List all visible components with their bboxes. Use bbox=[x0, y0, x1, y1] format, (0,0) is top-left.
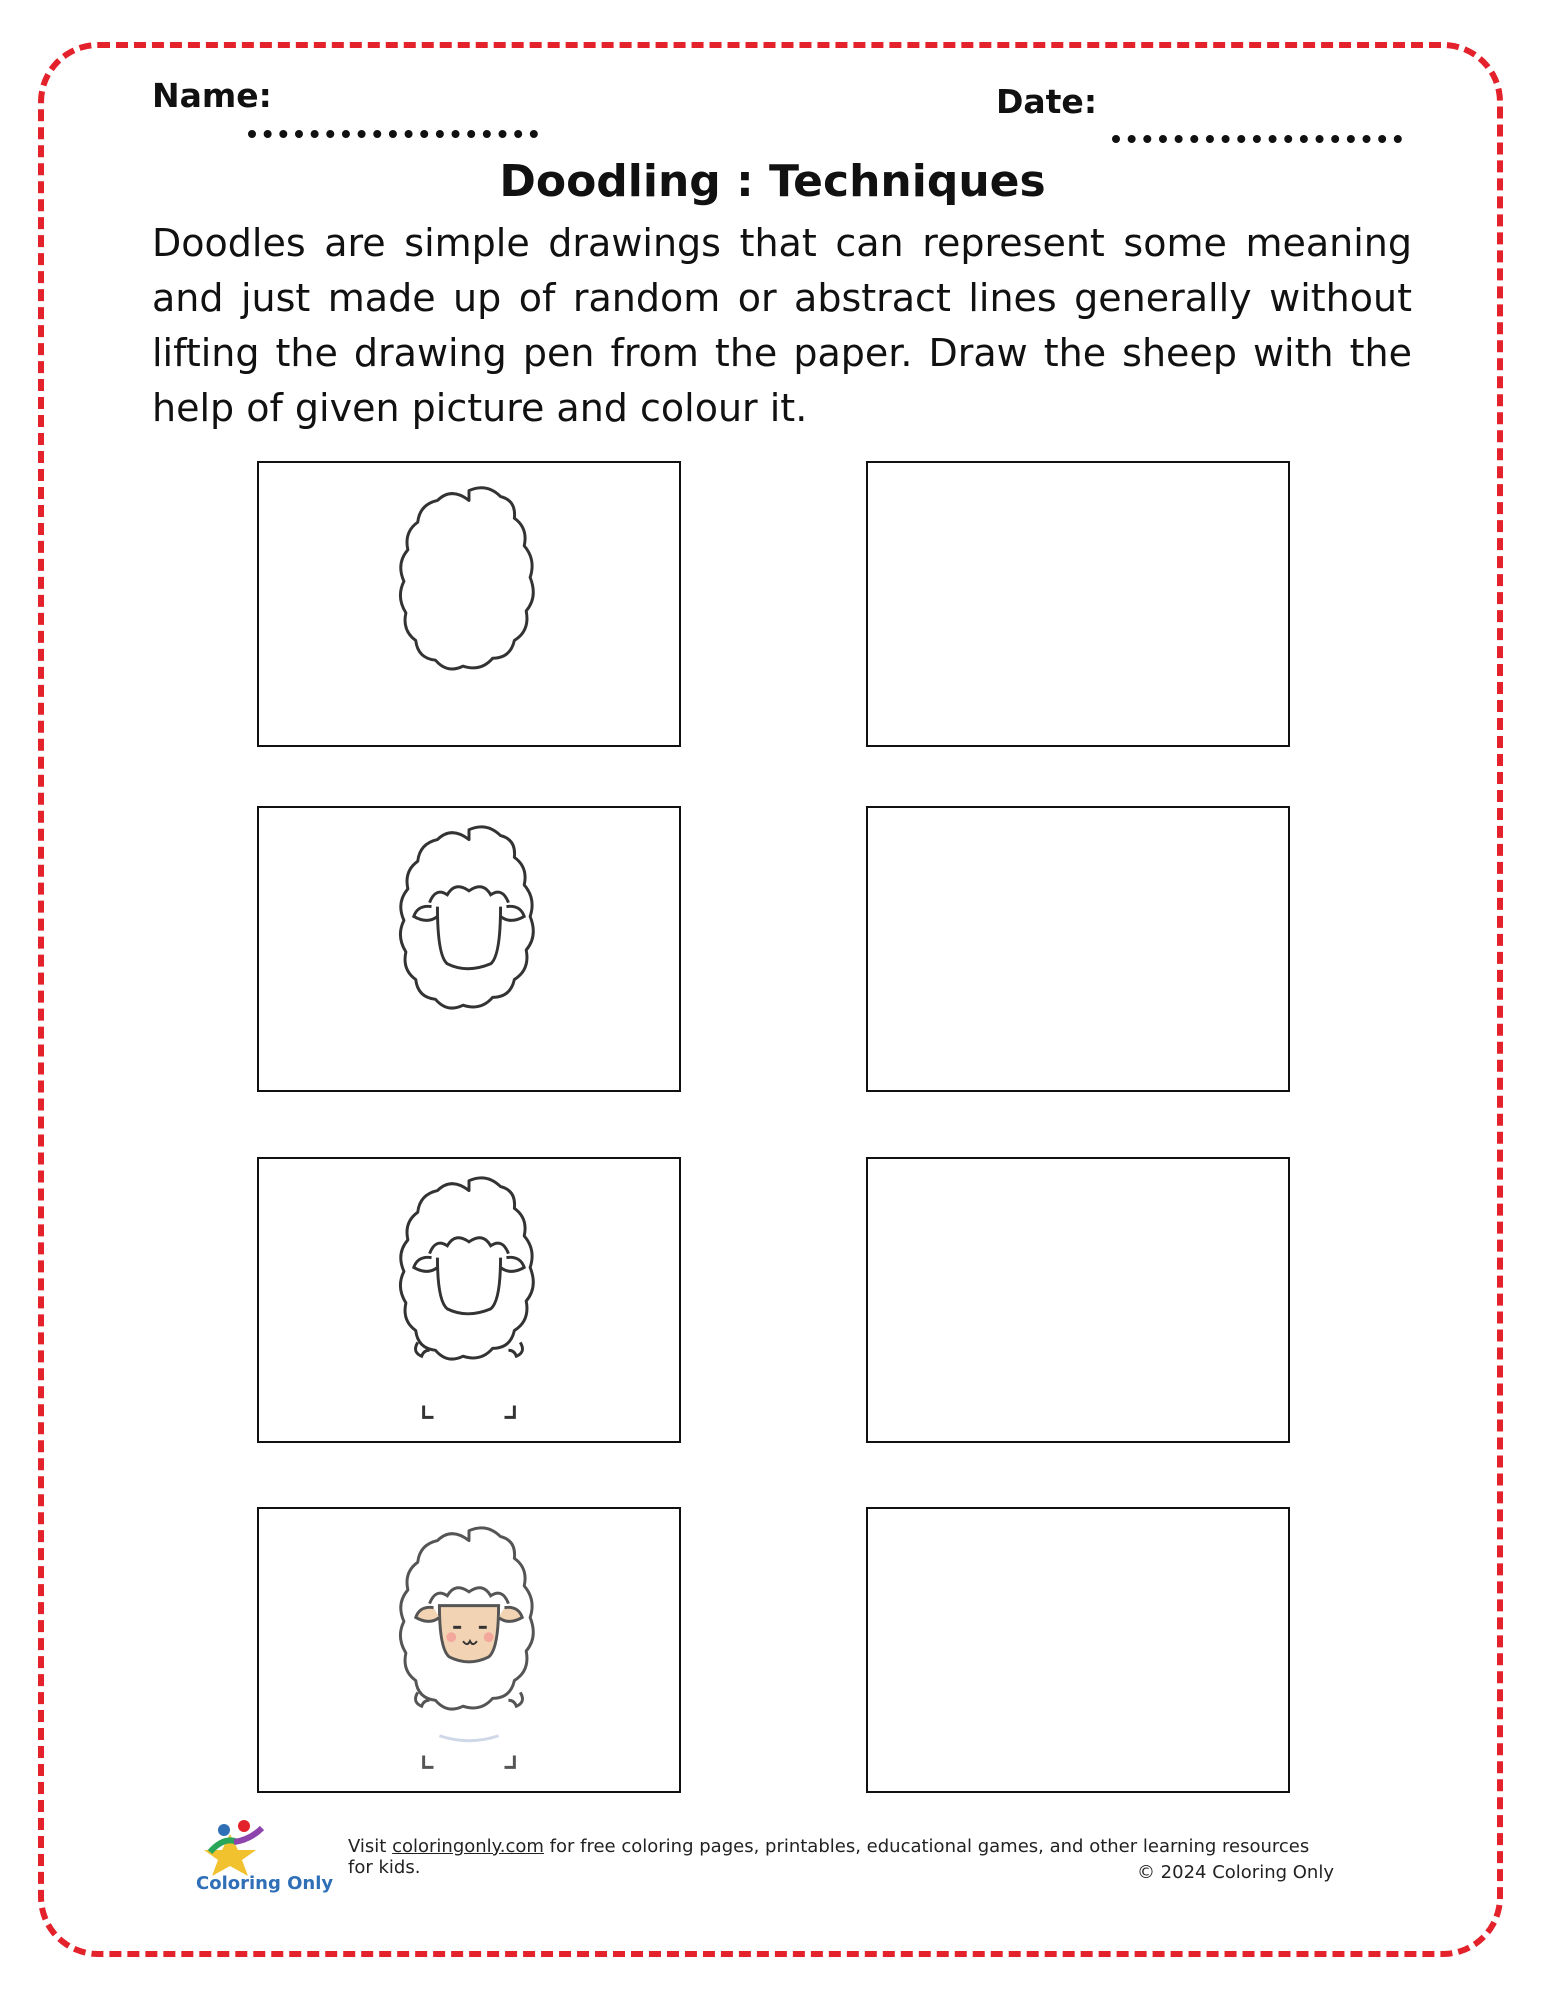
example-box-step-1 bbox=[257, 461, 681, 747]
date-input-line[interactable] bbox=[1112, 135, 1402, 143]
date-label: Date: bbox=[996, 82, 1098, 121]
logo-text: Coloring Only bbox=[196, 1873, 334, 1894]
footer-visit-prefix: Visit bbox=[348, 1836, 387, 1857]
sheep-step-1-drawing bbox=[259, 463, 679, 745]
example-box-step-2 bbox=[257, 806, 681, 1092]
name-label: Name: bbox=[152, 76, 272, 115]
sheep-step-4-drawing bbox=[259, 1509, 679, 1791]
drawing-box-step-4[interactable] bbox=[866, 1507, 1290, 1793]
footer-website-link[interactable]: coloringonly.com bbox=[392, 1836, 544, 1857]
instructions-paragraph: Doodles are simple drawings that can represent some meaning and just made up of random or abstract lines generally without lifting the drawing pen from the paper. Draw the sheep with the help of given picture and colour it. bbox=[152, 221, 1412, 430]
drawing-box-step-2[interactable] bbox=[866, 806, 1290, 1092]
footer-copyright: © 2024 Coloring Only bbox=[1136, 1862, 1334, 1883]
sheep-step-3-drawing bbox=[259, 1159, 679, 1441]
drawing-box-step-3[interactable] bbox=[866, 1157, 1290, 1443]
footer-visit-suffix: for free coloring pages, printables, educational games, and other learning resources for kids. bbox=[348, 1836, 1310, 1878]
sheep-step-2-drawing bbox=[259, 808, 679, 1090]
worksheet-title: Doodling : Techniques bbox=[499, 156, 1046, 207]
example-box-step-3 bbox=[257, 1157, 681, 1443]
name-input-line[interactable] bbox=[248, 130, 538, 138]
example-box-step-4 bbox=[257, 1507, 681, 1793]
drawing-box-step-1[interactable] bbox=[866, 461, 1290, 747]
